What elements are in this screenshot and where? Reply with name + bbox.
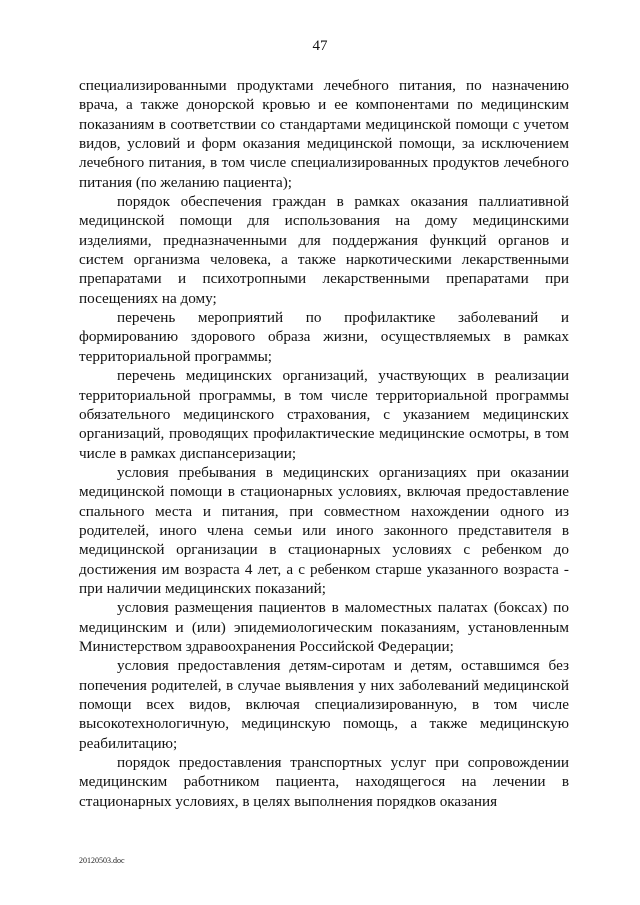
paragraph-palliative-care: порядок обеспечения граждан в рамках оказания паллиативной медицинской помощи для использования на дому медицинскими изделиями, предназначенными для поддержания функций органов и систем организма человека, а также наркотическими лекарственными препаратами и психотропными лекарственными препаратами при посещениях на дому; <box>79 193 569 307</box>
paragraph-orphans-care: условия предоставления детям-сиротам и детям, оставшимся без попечения родителей, в случае выявления у них заболеваний медицинской помощи всех видов, включая специализированную, в том числе высокотехнологичную, медицинскую помощь, а также медицинскую реабилитацию; <box>79 657 569 752</box>
paragraph-medical-organizations: перечень медицинских организаций, участвующих в реализации территориальной программы, в том числе территориальной программы обязательного медицинского страхования, с указанием медицинских организаций, проводящих профилактические медицинские осмотры, в том числе в рамках диспансеризации; <box>79 367 569 462</box>
footer-filename: 20120503.doc <box>79 856 125 865</box>
paragraph-transport-services: порядок предоставления транспортных услуг при сопровождении медицинским работником пациента, находящегося на лечении в стационарных условиях, в целях выполнения порядков оказания <box>79 754 569 810</box>
paragraph-continuation: специализированными продуктами лечебного питания, по назначению врача, а также донорской кровью и ее компонентами по медицинским показаниям в соответствии со стандартами медицинской помощи с учетом видов, условий и форм оказания медицинской помощи, за исключением лечебного питания, в том числе специализированных продуктов лечебного питания (по желанию пациента); <box>79 77 569 191</box>
document-body <box>79 76 569 811</box>
paragraph-hospital-stay-conditions: условия пребывания в медицинских организациях при оказании медицинской помощи в стационарных условиях, включая предоставление спального места и питания, при совместном нахождении одного из родителей, иного члена семьи или иного законного представителя в медицинской организации в стационарных условиях с ребенком до достижения им возраста 4 лет, а с ребенком старше указанного возраста - при наличии медицинских показаний; <box>79 463 569 597</box>
paragraph-prevention-measures: перечень мероприятий по профилактике заболеваний и формированию здорового образа жизни, осуществляемых в рамках территориальной программы; <box>79 309 569 365</box>
paragraph-ward-placement: условия размещения пациентов в маломестных палатах (боксах) по медицинским и (или) эпидемиологическим показаниям, установленным Министерством здравоохранения Российской Федерации; <box>79 599 569 655</box>
page-number: 47 <box>312 38 328 54</box>
